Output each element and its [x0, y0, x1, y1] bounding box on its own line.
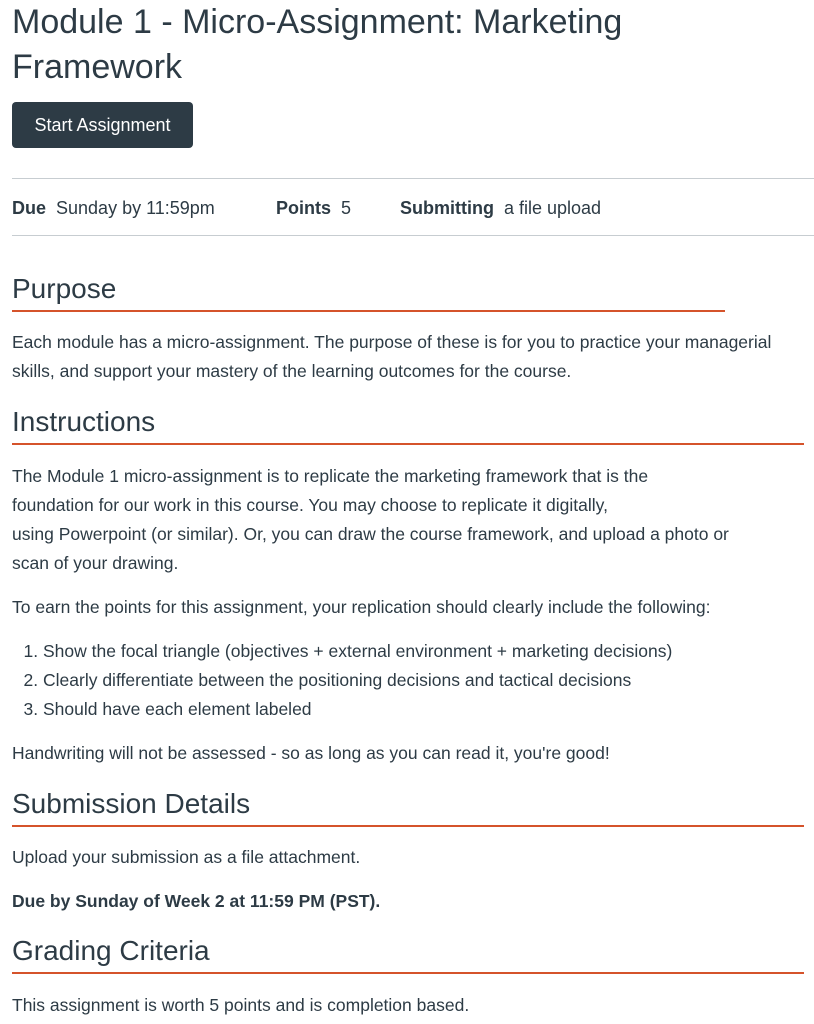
- instructions-line: using Powerpoint (or similar). Or, you can draw the course framework, and upload a photo or: [12, 524, 729, 544]
- list-item: 3. Should have each element labeled: [43, 695, 672, 724]
- submission-text: Upload your submission as a file attachment.: [12, 847, 361, 867]
- grading-heading: Grading Criteria: [12, 934, 804, 974]
- instructions-requirements-intro: To earn the points for this assignment, your replication should clearly include the following:: [12, 597, 711, 617]
- submitting-info: [400, 198, 601, 219]
- grading-text: This assignment is worth 5 points and is completion based.: [12, 995, 470, 1015]
- list-item: 1. Show the focal triangle (objectives + external environment + marketing decisions): [43, 637, 672, 666]
- purpose-heading: Purpose: [12, 272, 725, 312]
- due-value: Sunday by 11:59pm: [56, 198, 215, 218]
- start-assignment-button[interactable]: Start Assignment: [12, 102, 193, 148]
- submission-due-text: Due by Sunday of Week 2 at 11:59 PM (PST).: [12, 891, 381, 911]
- submission-heading: Submission Details: [12, 787, 804, 827]
- purpose-text: Each module has a micro-assignment. The purpose of these is for you to practice your managerial skills, and support your mastery of the learning outcomes for the course.: [12, 332, 772, 381]
- instructions-heading: Instructions: [12, 405, 804, 445]
- points-info: [276, 198, 351, 219]
- assignment-details-bar: [12, 178, 814, 236]
- points-value: 5: [341, 198, 352, 218]
- page-title: Module 1 - Micro-Assignment: Marketing Framework: [12, 3, 623, 86]
- points-label: Points: [276, 198, 332, 218]
- submitting-label: Submitting: [400, 198, 494, 218]
- list-item: 2. Clearly differentiate between the positioning decisions and tactical decisions: [43, 666, 672, 695]
- due-info: [12, 198, 215, 219]
- submitting-value: a file upload: [503, 198, 602, 218]
- instructions-line: foundation for our work in this course. You may choose to replicate it digitally,: [12, 495, 608, 515]
- requirements-list: [12, 637, 672, 724]
- instructions-paragraph: [12, 462, 812, 578]
- handwriting-note: Handwriting will not be assessed - so as long as you can read it, you're good!: [12, 743, 610, 763]
- instructions-line: The Module 1 micro-assignment is to replicate the marketing framework that is the: [12, 466, 649, 486]
- instructions-line: scan of your drawing.: [12, 553, 179, 573]
- due-label: Due: [12, 198, 47, 218]
